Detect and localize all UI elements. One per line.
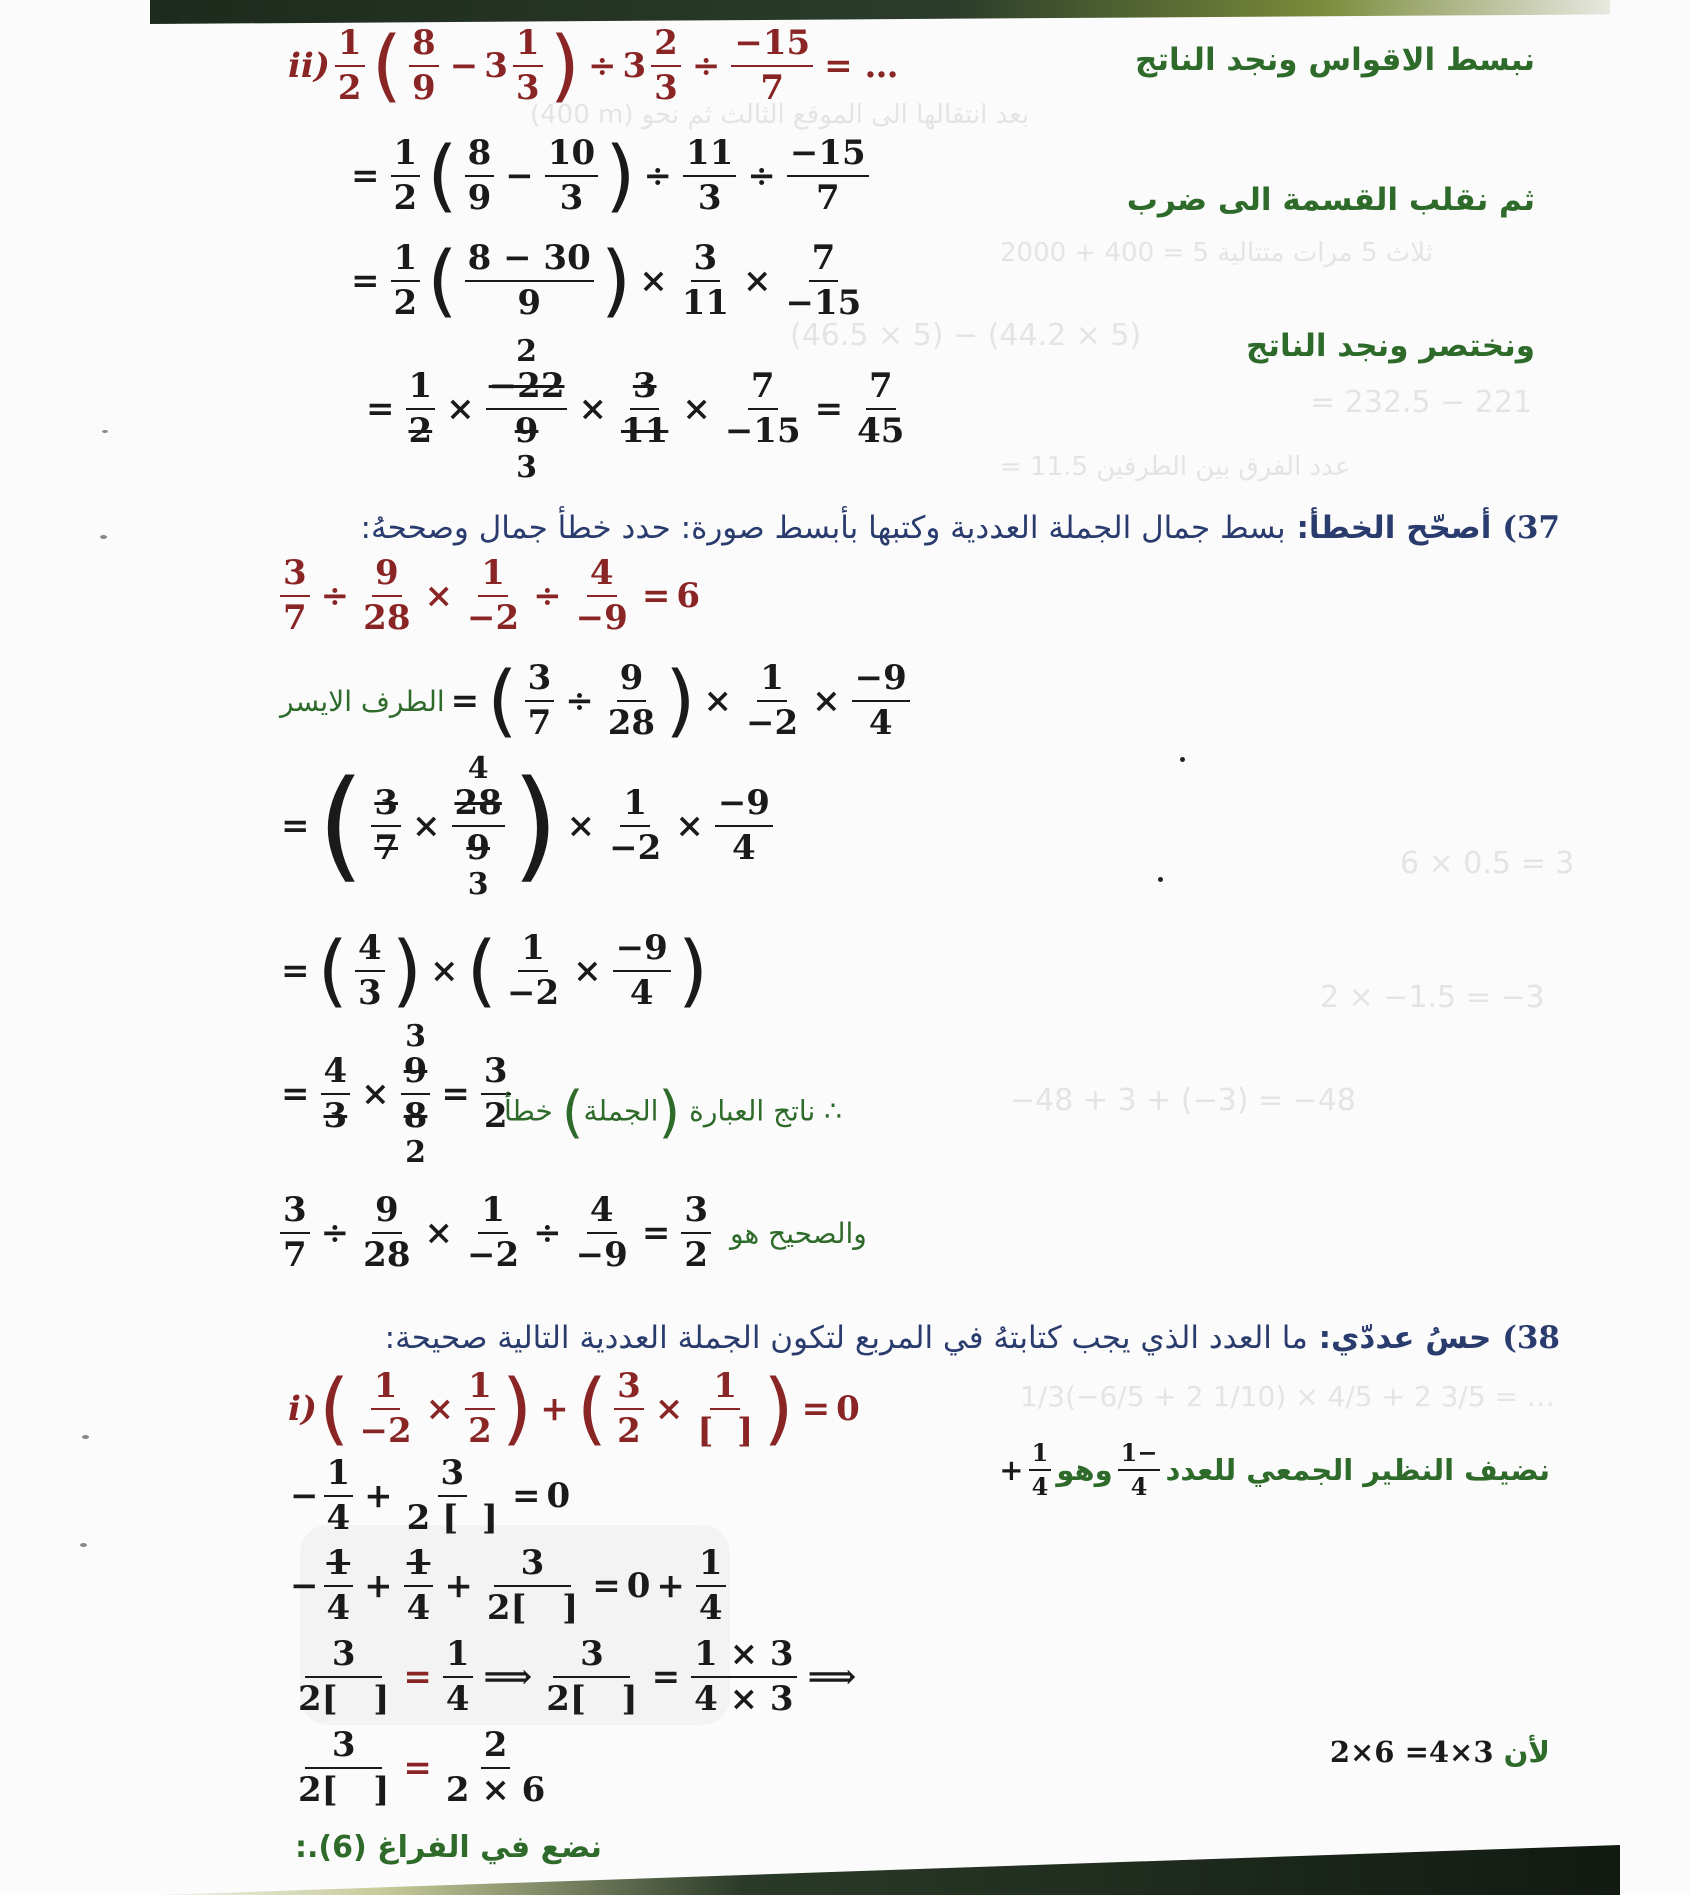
q37-title-highlight: أصحّح الخطأ: bbox=[1296, 510, 1492, 546]
q37-grouped-line: = ( $\frac{4}{3}$ ) × ( $\frac{1}{-2}$ × $\frac{-9}{4}$ ) bbox=[281, 926, 709, 1017]
ghost-text: 1/3(−6/5 + 2 1/10) × 4/5 + 2 3/5 = … bbox=[1020, 1380, 1555, 1413]
q38-statement: i) ( $\frac{1}{-2}$ × $\frac{1}{2}$ ) + ( $\frac{3}{2}$ × $\frac{1}{[ ]}$ ) = 0 bbox=[288, 1364, 860, 1455]
ex-ii-line-1: ii) $\frac{1}{2}$ ( $\frac{8}{9}$ − 3 $\frac{1}{3}$ ) ÷ 3 $\frac{2}{3}$ ÷ $\frac{-15}{7}$ = … bbox=[288, 21, 899, 112]
ghost-text: (400 m) بعد انتقالها الى الموقع الثالث ثم نحو bbox=[530, 100, 1030, 130]
q37-final-line: = $\frac{4}{3}$ × 3 $\frac{9}{8}$ 2 = $\frac{3}{2}$ bbox=[275, 1020, 516, 1169]
q38-title-highlight: حسُ عددّي: bbox=[1318, 1320, 1492, 1356]
ghost-text: 2000 + 400 = 5 ثلاث 5 مرات متتالية bbox=[1000, 238, 1434, 268]
ghost-text: = 232.5 − 221 bbox=[1310, 385, 1533, 420]
stray-dot bbox=[1158, 877, 1163, 882]
q37-conclusion: ∴ ناتج العبارة (الجملة) خطأ bbox=[503, 1080, 842, 1145]
correct-label: والصحيح هو bbox=[729, 1216, 867, 1250]
q37-cancel-line: = ( $\frac{3}{7}$ × 4 $\frac{28}{9}$ 3 ) × $\frac{1}{-2}$ × $\frac{-9}{4}$ bbox=[275, 752, 778, 901]
ex-ii-line-3: = $\frac{1}{2}$ ( $\frac{8 - 30}{9}$ ) × $\frac{3}{11}$ × $\frac{7}{-15}$ bbox=[351, 236, 862, 327]
q37-number: 37) bbox=[1502, 510, 1560, 546]
hint-text: نضيف النظير الجمعي للعدد bbox=[1165, 1453, 1550, 1488]
ex-ii-line-2: = $\frac{1}{2}$ ( $\frac{8}{9}$ − $\frac{10}{3}$ ) ÷ $\frac{11}{3}$ ÷ $\frac{-15}{7}$ bbox=[345, 135, 874, 218]
q38-marker: i) bbox=[288, 1389, 318, 1430]
stray-mark bbox=[102, 430, 108, 433]
q38-rhs: 0 bbox=[836, 1389, 860, 1430]
q37-left-side-line: الطرف الايسر = ( $\frac{3}{7}$ ÷ $\frac{9}{28}$ ) × $\frac{1}{-2}$ × $\frac{-9}{4}$ bbox=[280, 660, 915, 743]
stray-dot bbox=[1180, 757, 1185, 762]
ex-ii-result: = … bbox=[824, 46, 899, 87]
q37-correct-line: $\frac{3}{7}$ ÷ $\frac{9}{28}$ × $\frac{1}{-2}$ ÷ $\frac{4}{-9}$ = $\frac{3}{2}$ والصحيح هو bbox=[275, 1192, 867, 1275]
top-decorative-band bbox=[150, 0, 1610, 24]
ghost-text: 6 × 0.5 = 3 bbox=[1400, 846, 1575, 881]
left-side-label: الطرف الايسر bbox=[280, 684, 445, 718]
stray-mark bbox=[100, 535, 107, 539]
q38-step-1: − $\frac{1}{4}$ + $\frac{3}{2 [ ]}$ = 0 bbox=[290, 1453, 571, 1539]
ex-ii-line-4: = $\frac{1}{2}$ × 2 $\frac{-22}{9}$ 3 × $\frac{3}{11}$ × $\frac{7}{-15}$ = $\frac{7}{45}$ bbox=[366, 334, 905, 485]
because-expr: 2×6 =4×3 bbox=[1329, 1735, 1494, 1769]
q38-step-4: $\frac{3}{2[ ]}$ = $\frac{2}{2 \times 6}$ bbox=[298, 1725, 546, 1811]
step-label-flip: ثم نقلب القسمة الى ضرب bbox=[1126, 182, 1535, 218]
ghost-text: −48 + 3 + (−3) = −48 bbox=[1010, 1083, 1356, 1118]
ghost-text: 2 × −1.5 = −3 bbox=[1320, 980, 1545, 1015]
stray-mark bbox=[80, 1543, 87, 1547]
hint-and: وهو bbox=[1056, 1453, 1113, 1488]
stray-mark bbox=[82, 1435, 89, 1439]
because-label: لأن bbox=[1503, 1735, 1550, 1769]
q37-title-rest: بسط جمال الجملة العددية وكتبها بأبسط صورة: حدد خطأ جمال وصححهُ: bbox=[360, 510, 1286, 546]
q38-hint: نضيف النظير الجمعي للعدد $\frac{-1}{4}$ وهو $\frac{1}{4}$ + bbox=[999, 1438, 1550, 1502]
q37-rhs: 6 bbox=[676, 576, 700, 617]
q38-title bbox=[385, 1320, 1560, 1356]
q38-number: 38) bbox=[1502, 1320, 1560, 1356]
q38-step-3: $\frac{3}{2[ ]}$ = $\frac{1}{4}$ ⟹ $\frac{3}{2[ ]}$ = $\frac{1 \times 3}{4 \times 3}$ ⟹ bbox=[298, 1634, 857, 1720]
step-label-reduce: ونختصر ونجد الناتج bbox=[1245, 328, 1535, 364]
q38-step-2: − $\frac{1}{4}$ + $\frac{1}{4}$ + $\frac{3}{2[ ]}$ = 0 + $\frac{1}{4}$ bbox=[290, 1545, 731, 1628]
ghost-text: = 11.5 عدد الفرق بين الطرفين bbox=[1000, 452, 1351, 482]
therefore-symbol: ∴ bbox=[824, 1094, 842, 1128]
ex-ii-marker: ii) bbox=[288, 46, 330, 87]
q38-final-answer: نضع في الفراغ (6).: bbox=[295, 1830, 602, 1865]
step-label-simplify: نبسط الاقواس ونجد الناتج bbox=[1135, 42, 1535, 78]
q38-because bbox=[1330, 1735, 1550, 1769]
q38-title-rest: ما العدد الذي يجب كتابتهُ في المربع لتكون الجملة العددية التالية صحيحة: bbox=[384, 1320, 1308, 1356]
q37-statement: $\frac{3}{7}$ ÷ $\frac{9}{28}$ × $\frac{1}{-2}$ ÷ $\frac{4}{-9}$ = 6 bbox=[275, 555, 700, 638]
ghost-text: (46.5 × 5) − (44.2 × 5) bbox=[790, 318, 1142, 353]
q37-title bbox=[361, 510, 1560, 546]
